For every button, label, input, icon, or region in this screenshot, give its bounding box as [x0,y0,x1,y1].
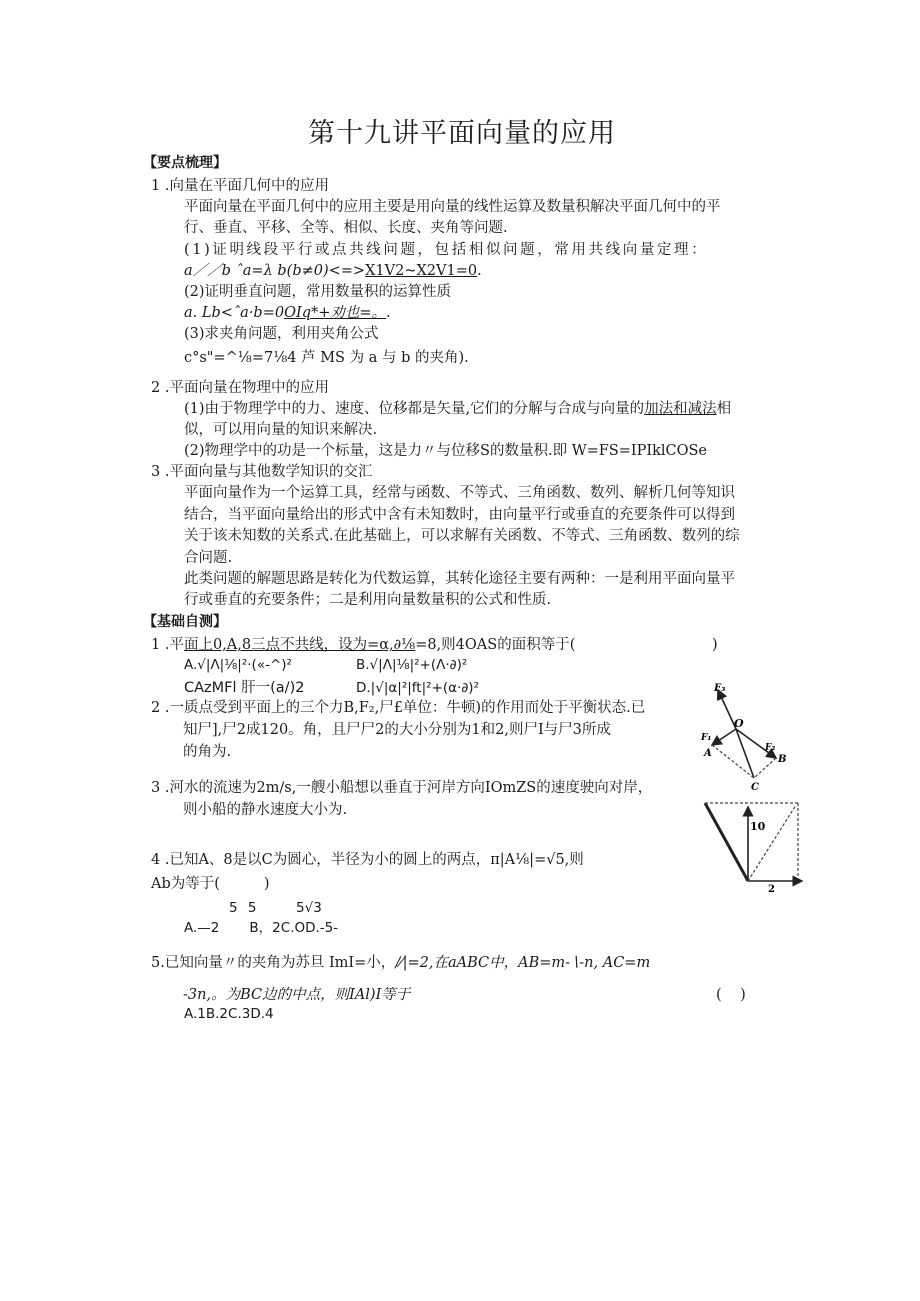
vector-f1 [712,729,736,745]
paragraph-line: (3)求夹角问题，利用夹角公式 [184,326,379,342]
paragraph-line: (2)物理学中的功是一个标量，这是力〃与位移S的数量积.即 W=FS=IPIklCOSe [184,443,708,459]
option-c: CAzMFl 肝一(a/)2 [184,680,305,696]
item-1-heading [151,178,329,195]
page-title: 第十九讲平面向量的应用 [308,118,616,149]
item-number: 1 [151,178,161,194]
question-text: .一质点受到平面上的三个力B,F₂,尸£单位：牛顿)的作用而处于平衡状态.已 [164,700,646,716]
question-text: .已知A、8是以C为圆心，半径为小的圆上的两点，π|A⅛|=√5,则 [164,852,584,868]
paragraph-line: 结合，当平面向量给出的形式中含有未知数时，由向量平行或垂直的充要条件可以得到 [184,507,735,523]
option-fractions: 5√3 [296,900,322,916]
question-2-line2: 知尸],尸2成120。角，且尸尸2的大小分别为1和2,则尸I与尸3所成 [183,722,611,738]
paragraph-line: 平面向量作为一个运算工具，经常与函数、不等式、三角函数、数列、解析几何等知识 [184,485,735,501]
item-title: .平面向量与其他数学知识的交汇 [164,464,373,480]
paragraph-line: 关于该未知数的关系式.在此基础上，可以求解有关函数、不等式、三角函数、数列的综 [184,528,740,544]
formula-underlined: OIq*+劝也=。 [284,305,387,321]
question-number: 4 [151,852,161,868]
options-row: A.1B.2C.3D.4 [184,1006,274,1022]
label-c: C [751,782,759,793]
formula-collinear [184,263,482,280]
question-4-line2 [151,876,270,893]
dashed-diagonal [748,805,796,881]
paragraph-line: 合问题. [184,550,233,566]
label-b: B [778,754,787,765]
text-part: (1)由于物理学中的力、速度、位移都是矢量,它们的分解与合成与向量的 [184,401,645,417]
section-heading-key-points: 【要点梳理】 [143,155,227,171]
question-text: -3n,。为BC边的中点，则IAl)I等于 [183,987,411,1003]
question-text: .河水的流速为2m∕s,一艘小船想以垂直于河岸方向IOmZS的速度驶向对岸， [164,780,653,796]
question-5-line2 [183,987,410,1004]
question-text: Ab为等于( [151,876,220,892]
paragraph-line: (2)证明垂直问题，常用数量积的运算性质 [184,284,452,300]
text-underlined: 加法和减法 [644,401,717,417]
question-text: AB=m-∖-n, AC=m [518,955,651,971]
question-2-line1 [151,700,645,717]
formula-part: a／／b ˆa=λ b(b≠0)<=> [184,263,366,279]
stem-underlined: 面上0,A,8三点不共线，设为=α,∂⅛ [183,637,416,653]
stem-part: .平 [164,637,184,653]
paragraph-line: 行或垂直的充要条件；二是利用向量数量积的公式和性质. [184,592,552,608]
item-2-heading [151,380,329,397]
text-part: 相 [716,401,732,417]
formula-end: . [386,305,391,321]
question-2-line3: 的角为. [183,744,232,760]
question-number: 2 [151,700,161,716]
label-f3: F₃ [714,683,726,694]
option-d: D.|√|α|²|ft|²+(α·∂)² [356,680,479,696]
boat-velocity-line [705,803,748,881]
item-title: .平面向量在物理中的应用 [164,380,329,396]
item-3-heading [151,464,372,481]
label-f1: F₁ [701,733,712,743]
formula-underlined: X1V2~X2V1=0 [365,263,478,279]
paragraph-line: 平面向量在平面几何中的应用主要是用向量的线性运算及数量积解决平面几何中的平 [184,199,721,215]
option-fractions: 5 5 [229,900,257,916]
question-3-line2: 则小船的静水速度大小为. [183,802,348,818]
formula-end: . [477,263,482,279]
question-3-line1 [151,780,652,797]
question-number: 1 [151,637,161,653]
answer-paren: ) [263,876,270,892]
dashed-bc [754,758,776,778]
paragraph-line: 行、垂直、平移、全等、相似、长度、夹角等问题. [184,220,508,236]
force-diagram-figure [696,678,806,796]
item-number: 3 [151,464,161,480]
question-1-stem [151,637,575,654]
item-number: 2 [151,380,161,396]
label-vertical-speed: 10 [750,820,766,833]
question-4-line1 [151,852,584,869]
question-text: .已知向量〃的夹角为苏旦 ImI=小， [160,955,396,971]
paragraph-line: 似，可以用向量的知识来解决. [184,422,378,438]
option-a: A.√|Λ|⅛|²·(«-^)² [184,657,292,673]
item-title: .向量在平面几何中的应用 [164,178,329,194]
formula-perpendicular [184,305,391,322]
paragraph-line [184,401,731,418]
paragraph-line: 此类问题的解题思路是转化为代数运算，其转化途径主要有两种：一是利用平面向量平 [184,571,735,587]
label-a: A [704,748,712,759]
answer-paren: ) [712,637,718,653]
stem-part: =8,则4OAS的面积等于( [415,637,576,653]
paragraph-line: (1)证明线段平行或点共线问题，包括相似问题，常用共线向量定理： [184,242,709,258]
question-5-line1 [151,955,650,972]
river-velocity-figure [700,795,810,895]
label-o: O [734,717,744,730]
answer-paren: ( ) [716,987,746,1003]
formula-angle: c°s"=^⅛=7⅛4 芦 MS 为 a 与 b 的夹角). [184,350,469,366]
section-heading-self-test: 【基础自测】 [143,614,227,630]
option-b: B.√|Λ|⅛|²+(Λ·∂)² [356,657,468,673]
label-river-speed: 2 [768,884,775,895]
question-number: 5 [151,955,161,971]
label-f2: F₂ [765,743,776,753]
formula-part: a. Lb<ˆa·b=0 [184,305,285,321]
question-number: 3 [151,780,161,796]
question-text: ∕⁄|=2,在aABC中， [395,955,519,971]
options-row: A.—2 B，2C.OD.-5- [184,920,339,936]
